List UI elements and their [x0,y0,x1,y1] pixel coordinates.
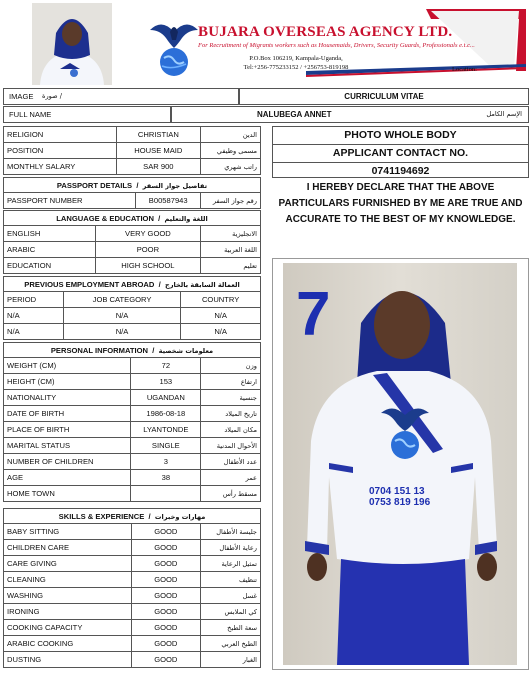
employment-table [3,276,261,340]
nationality-value: UGANDAN [131,390,201,406]
weight-label: WEIGHT (CM) [4,358,131,374]
skill-value: GOOD [131,620,201,636]
marital-status-arabic: الأحوال المدنية [201,438,261,454]
english-value: VERY GOOD [95,226,201,242]
skills-table [3,508,261,668]
religion-value: CHRISTIAN [116,127,201,143]
table-row [4,604,261,620]
height-label: HEIGHT (CM) [4,374,131,390]
table-row [4,226,261,242]
table-row [4,159,261,175]
skill-label: CLEANING [4,572,132,588]
marital-status-label: MARITAL STATUS [4,438,131,454]
personal-heading-arabic: معلومات شخصية [158,346,214,355]
image-label-cell [3,88,239,105]
applicant-contact-number: 0741194692 [371,165,430,177]
column-header-country: COUNTRY [181,292,261,308]
table-row [4,588,261,604]
personal-heading: PERSONAL INFORMATION [50,345,149,355]
position-value: HOUSE MAID [116,143,201,159]
table-row [4,470,261,486]
table-row [4,374,261,390]
skill-arabic: تنظيف [201,572,261,588]
home-town-label: HOME TOWN [4,486,131,502]
skill-label: DUSTING [4,652,132,668]
table-row [4,652,261,668]
table-row [4,242,261,258]
skill-value: GOOD [131,540,201,556]
section-heading: SKILLS & EXPERIENCE / مهارات وخبرات [4,509,261,524]
section-heading: PREVIOUS EMPLOYMENT ABROAD / العمالة السابقة بالخارج [4,277,261,292]
passport-photo [32,3,112,85]
table-row [4,636,261,652]
salary-value: SAR 900 [116,159,201,175]
document-title: CURRICULUM VITAE [239,88,529,105]
uniform-phone-1: 0704 151 13 [369,486,425,497]
skill-arabic: جليسة الأطفال [201,524,261,540]
table-row [4,540,261,556]
skill-arabic: تمثيل الرعاية [201,556,261,572]
address-line-1: P.O.Box 106219, Kampala-Uganda, [249,55,343,62]
passport-heading-arabic: تفاصيل جواز السفر [142,181,208,190]
table-row [4,486,261,502]
table-row [4,406,261,422]
children-value: 3 [131,454,201,470]
skill-value: GOOD [131,588,201,604]
table-row [4,524,261,540]
skill-label: ARABIC COOKING [4,636,132,652]
table-cell: N/A [63,324,181,340]
image-label-arabic: صورة / [42,92,62,100]
skill-label: IRONING [4,604,132,620]
place-of-birth-label: PLACE OF BIRTH [4,422,131,438]
table-row [4,358,261,374]
age-value: 38 [131,470,201,486]
nationality-label: NATIONALITY [4,390,131,406]
position-arabic: مسمى وظيفي [201,143,261,159]
section-heading: PASSPORT DETAILS / تفاصيل جواز السفر [4,178,261,193]
dob-label: DATE OF BIRTH [4,406,131,422]
skill-value: GOOD [131,572,201,588]
applicant-contact-heading: APPLICANT CONTACT NO. [273,145,528,163]
language-table [3,210,261,274]
uniform-phone-text [369,486,430,508]
declaration-text: I HEREBY DECLARE THAT THE ABOVE PARTICULARS FURNISHED BY ME ARE TRUE AND ACCURATE TO THE BEST OF MY KNOWLEDGE. [278,182,523,225]
salary-arabic: راتب شهري [201,159,261,175]
personal-top-table [3,126,261,175]
salary-label: MONTHLY SALARY [4,159,117,175]
skill-arabic: الطبخ العربي [201,636,261,652]
skill-label: WASHING [4,588,132,604]
english-arabic: الانجليزية [201,226,261,242]
skill-value: GOOD [131,604,201,620]
english-label: ENGLISH [4,226,96,242]
image-label: IMAGE [9,92,34,101]
table-row [4,556,261,572]
arabic-label: ARABIC [4,242,96,258]
full-name-cell [171,106,529,123]
skill-arabic: غسل [201,588,261,604]
full-name-arabic: الإسم الكامل [486,110,522,118]
dob-arabic: تاريخ الميلاد [201,406,261,422]
uniform-phone-2: 0753 819 196 [369,497,431,508]
skill-arabic: سعة الطبخ [201,620,261,636]
home-town-value [131,486,201,502]
table-row [4,390,261,406]
passport-heading: PASSPORT DETAILS [56,180,133,190]
skill-label: BABY SITTING [4,524,132,540]
column-header-job-category: JOB CATEGORY [63,292,181,308]
home-town-arabic: مسقط رأس [201,486,261,502]
passport-number-value: B00587943 [136,193,201,209]
height-value: 153 [131,374,201,390]
full-name-label: FULL NAME [3,106,171,123]
dob-value: 1986-08-18 [131,406,201,422]
agency-subtitle: For Recruitment of Migrants workers such as Housemaids, Drivers, Security Guards, Professionals e.t.c... [198,42,475,49]
education-label: EDUCATION [4,258,96,274]
table-row [4,308,261,324]
address-line-2: Tel:+256-775233152 / +256753-819198 [243,63,349,71]
children-label: NUMBER OF CHILDREN [4,454,131,470]
table-row [4,193,261,209]
skills-heading-arabic: مهارات وخبرات [154,512,206,521]
height-arabic: ارتفاع [201,374,261,390]
language-heading: LANGUAGE & EDUCATION [56,213,154,223]
table-row [4,324,261,340]
skill-label: CHILDREN CARE [4,540,132,556]
skill-label: CARE GIVING [4,556,132,572]
table-cell: N/A [4,308,64,324]
religion-arabic: الدين [201,127,261,143]
skill-arabic: كي الملابس [201,604,261,620]
employment-heading: PREVIOUS EMPLOYMENT ABROAD [24,279,155,289]
place-of-birth-arabic: مكان الميلاد [201,422,261,438]
table-row [4,572,261,588]
location-label: Location: [452,66,477,73]
photo-whole-body-heading: PHOTO WHOLE BODY [273,127,528,145]
table-cell: N/A [181,324,261,340]
language-heading-arabic: اللغة والتعليم [164,214,208,223]
passport-table [3,177,261,209]
marital-status-value: SINGLE [131,438,201,454]
table-row [4,438,261,454]
table-row [4,258,261,274]
table-header-row [4,292,261,308]
skill-value: GOOD [131,524,201,540]
position-label: POSITION [4,143,117,159]
passport-number-label: PASSPORT NUMBER [4,193,136,209]
table-row [4,620,261,636]
contact-box [272,126,529,178]
table-cell: N/A [63,308,181,324]
personal-info-table [3,342,261,502]
section-heading: PERSONAL INFORMATION / معلومات شخصية [4,343,261,358]
skill-arabic: الغبار [201,652,261,668]
skill-arabic: رعاية الأطفال [201,540,261,556]
education-value: HIGH SCHOOL [95,258,201,274]
table-row [4,422,261,438]
table-row [4,127,261,143]
photo-number-label: 7 [296,280,331,349]
table-row [4,143,261,159]
arabic-arabic: اللغة العربية [201,242,261,258]
age-label: AGE [4,470,131,486]
skill-value: GOOD [131,556,201,572]
agency-name: BUJARA OVERSEAS AGENCY LTD. [198,24,453,40]
place-of-birth-value: LYANTONDE [131,422,201,438]
employment-heading-arabic: العمالة السابقة بالخارج [164,280,240,289]
skill-label: COOKING CAPACITY [4,620,132,636]
column-header-period: PERIOD [4,292,64,308]
age-arabic: عمر [201,470,261,486]
full-name-value: NALUBEGA ANNET [257,110,332,119]
table-cell: N/A [4,324,64,340]
table-row [4,454,261,470]
children-arabic: عدد الأطفال [201,454,261,470]
skill-value: GOOD [131,652,201,668]
education-arabic: تعليم [201,258,261,274]
skill-value: GOOD [131,636,201,652]
arabic-value: POOR [95,242,201,258]
religion-label: RELIGION [4,127,117,143]
section-heading: LANGUAGE & EDUCATION / اللغة والتعليم [4,211,261,226]
weight-arabic: وزن [201,358,261,374]
skills-heading: SKILLS & EXPERIENCE [58,511,145,521]
weight-value: 72 [131,358,201,374]
table-cell: N/A [181,308,261,324]
nationality-arabic: جنسية [201,390,261,406]
passport-number-arabic: رقم جواز السفر [201,193,261,209]
